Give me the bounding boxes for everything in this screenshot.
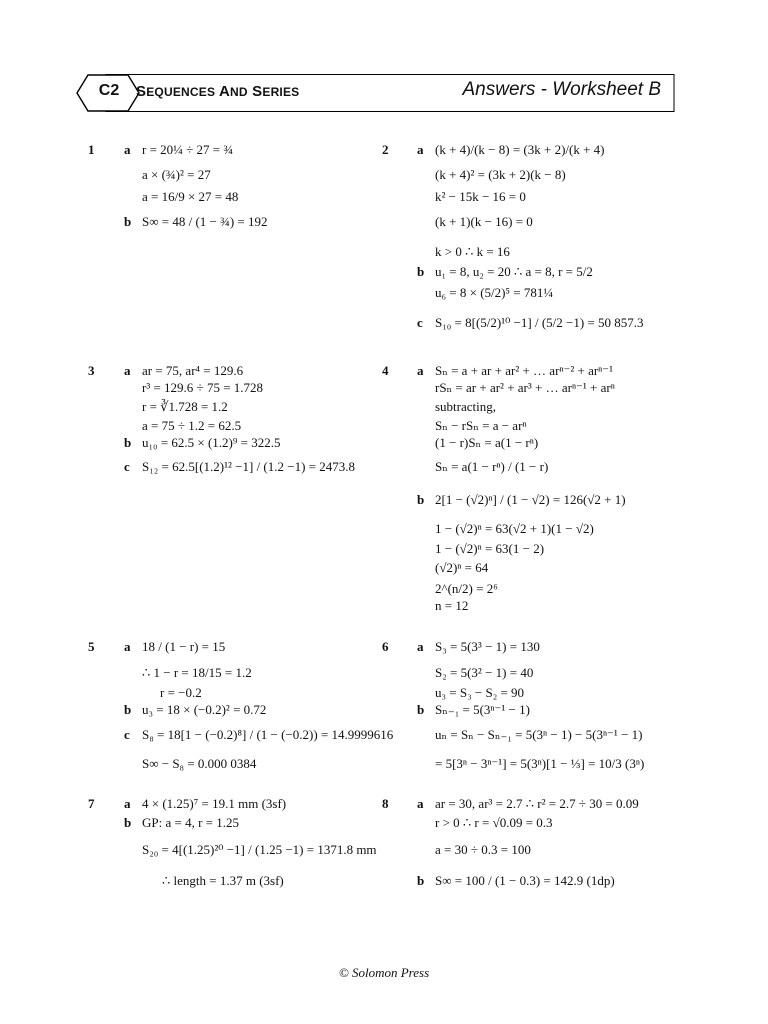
answer-line: rSₙ = ar + ar² + ar³ + … arⁿ⁻¹ + arⁿ xyxy=(435,380,615,395)
answer-line: (k + 4)/(k − 8) = (3k + 2)/(k + 4) xyxy=(435,142,605,157)
answer-line: subtracting, xyxy=(435,399,497,414)
answer-line: ∴ 1 − r = 18/15 = 1.2 xyxy=(142,665,252,680)
question-number: 3 xyxy=(88,363,95,378)
answer-line: u₁ = 8, u₂ = 20 ∴ a = 8, r = 5/2 xyxy=(435,264,593,279)
question-number: 1 xyxy=(88,142,95,157)
answer-line: r³ = 129.6 ÷ 75 = 1.728 xyxy=(142,380,264,395)
answer-line: (k + 1)(k − 16) = 0 xyxy=(435,214,533,229)
answer-line: a × (¾)² = 27 xyxy=(142,167,211,182)
part-label: a xyxy=(124,142,131,157)
part-label: c xyxy=(124,727,130,742)
part-label: b xyxy=(124,435,132,450)
answer-line: a = 30 ÷ 0.3 = 100 xyxy=(435,842,531,857)
footer-copyright: © Solomon Press xyxy=(338,965,430,980)
answer-line: 2^(n/2) = 2⁶ xyxy=(435,581,498,596)
question-number: 7 xyxy=(88,796,95,811)
answer-line: Sₙ − rSₙ = a − arⁿ xyxy=(435,418,527,433)
part-label: b xyxy=(417,492,425,507)
part-label: b xyxy=(417,264,425,279)
question-number: 2 xyxy=(382,142,389,157)
part-label: b xyxy=(124,702,132,717)
answer-line: u₃ = S₃ − S₂ = 90 xyxy=(435,685,525,700)
part-label: c xyxy=(417,315,423,330)
answer-line: uₙ = Sₙ − Sₙ₋₁ = 5(3ⁿ − 1) − 5(3ⁿ⁻¹ − 1) xyxy=(435,727,643,742)
part-label: b xyxy=(124,815,132,830)
answer-line: ∴ length = 1.37 m (3sf) xyxy=(162,873,284,888)
answer-line: S∞ − S₈ = 0.000 0384 xyxy=(142,756,257,771)
answer-line: S₁₀ = 8[(5/2)¹⁰ −1] / (5/2 −1) = 50 857.3 xyxy=(435,315,644,330)
answer-line: Sₙ = a(1 − rⁿ) / (1 − r) xyxy=(435,459,549,474)
answer-line: S₈ = 18[1 − (−0.2)⁸] / (1 − (−0.2)) = 14.9999616 xyxy=(142,727,394,742)
answer-line: = 5[3ⁿ − 3ⁿ⁻¹] = 5(3ⁿ)[1 − ⅓] = 10/3 (3ⁿ) xyxy=(435,756,645,771)
answer-line: n = 12 xyxy=(435,598,469,613)
part-label: a xyxy=(124,796,131,811)
answer-line: 2[1 − (√2)ⁿ] / (1 − √2) = 126(√2 + 1) xyxy=(435,492,626,507)
answer-line: u₃ = 18 × (−0.2)² = 0.72 xyxy=(142,702,267,717)
part-label: a xyxy=(417,142,424,157)
answer-line: r > 0 ∴ r = √0.09 = 0.3 xyxy=(435,815,553,830)
answer-line: 18 / (1 − r) = 15 xyxy=(142,639,226,654)
answer-line: u₁₀ = 62.5 × (1.2)⁹ = 322.5 xyxy=(142,435,281,450)
answer-line: S₂₀ = 4[(1.25)²⁰ −1] / (1.25 −1) = 1371.8 mm xyxy=(142,842,377,857)
part-label: a xyxy=(417,639,424,654)
part-label: a xyxy=(417,796,424,811)
answer-line: a = 16/9 × 27 = 48 xyxy=(142,189,239,204)
part-label: b xyxy=(417,702,425,717)
worksheet-header xyxy=(76,74,675,112)
chapter-title: SEQUENCES AND SERIES xyxy=(136,83,300,100)
answer-line: k > 0 ∴ k = 16 xyxy=(435,244,510,259)
answer-line: r = ∛1.728 = 1.2 xyxy=(142,399,228,414)
answer-line: (√2)ⁿ = 64 xyxy=(435,560,489,575)
part-label: a xyxy=(124,363,131,378)
answer-line: ar = 30, ar³ = 2.7 ∴ r² = 2.7 ÷ 30 = 0.09 xyxy=(435,796,639,811)
answer-line: a = 75 ÷ 1.2 = 62.5 xyxy=(142,418,242,433)
answer-line: S₃ = 5(3³ − 1) = 130 xyxy=(435,639,540,654)
question-number: 8 xyxy=(382,796,389,811)
answer-line: (k + 4)² = (3k + 2)(k − 8) xyxy=(435,167,566,182)
answer-line: 4 × (1.25)⁷ = 19.1 mm (3sf) xyxy=(142,796,287,811)
answer-line: r = −0.2 xyxy=(160,685,202,700)
answer-line: u₆ = 8 × (5/2)⁵ = 781¼ xyxy=(435,285,554,300)
answer-line: r = 20¼ ÷ 27 = ¾ xyxy=(142,142,234,157)
part-label: a xyxy=(124,639,131,654)
answer-line: S₁₂ = 62.5[(1.2)¹² −1] / (1.2 −1) = 2473.8 xyxy=(142,459,356,474)
answer-line: Sₙ = a + ar + ar² + … arⁿ⁻² + arⁿ⁻¹ xyxy=(435,363,614,378)
worksheet-title: Answers - Worksheet B xyxy=(462,79,661,100)
answer-line: S∞ = 48 / (1 − ¾) = 192 xyxy=(142,214,268,229)
part-label: c xyxy=(124,459,130,474)
answer-line: Sₙ₋₁ = 5(3ⁿ⁻¹ − 1) xyxy=(435,702,530,717)
question-number: 5 xyxy=(88,639,95,654)
answer-line: GP: a = 4, r = 1.25 xyxy=(142,815,239,830)
question-number: 6 xyxy=(382,639,389,654)
answer-line: ar = 75, ar⁴ = 129.6 xyxy=(142,363,244,378)
answer-line: 1 − (√2)ⁿ = 63(1 − 2) xyxy=(435,541,545,556)
part-label: a xyxy=(417,363,424,378)
answer-line: k² − 15k − 16 = 0 xyxy=(435,189,526,204)
part-label: b xyxy=(417,873,425,888)
question-number: 4 xyxy=(382,363,389,378)
answer-line: S₂ = 5(3² − 1) = 40 xyxy=(435,665,534,680)
answer-line: S∞ = 100 / (1 − 0.3) = 142.9 (1dp) xyxy=(435,873,615,888)
answer-line: 1 − (√2)ⁿ = 63(√2 + 1)(1 − √2) xyxy=(435,521,594,536)
chapter-code: C2 xyxy=(98,82,120,99)
part-label: b xyxy=(124,214,132,229)
answer-line: (1 − r)Sₙ = a(1 − rⁿ) xyxy=(435,435,539,450)
